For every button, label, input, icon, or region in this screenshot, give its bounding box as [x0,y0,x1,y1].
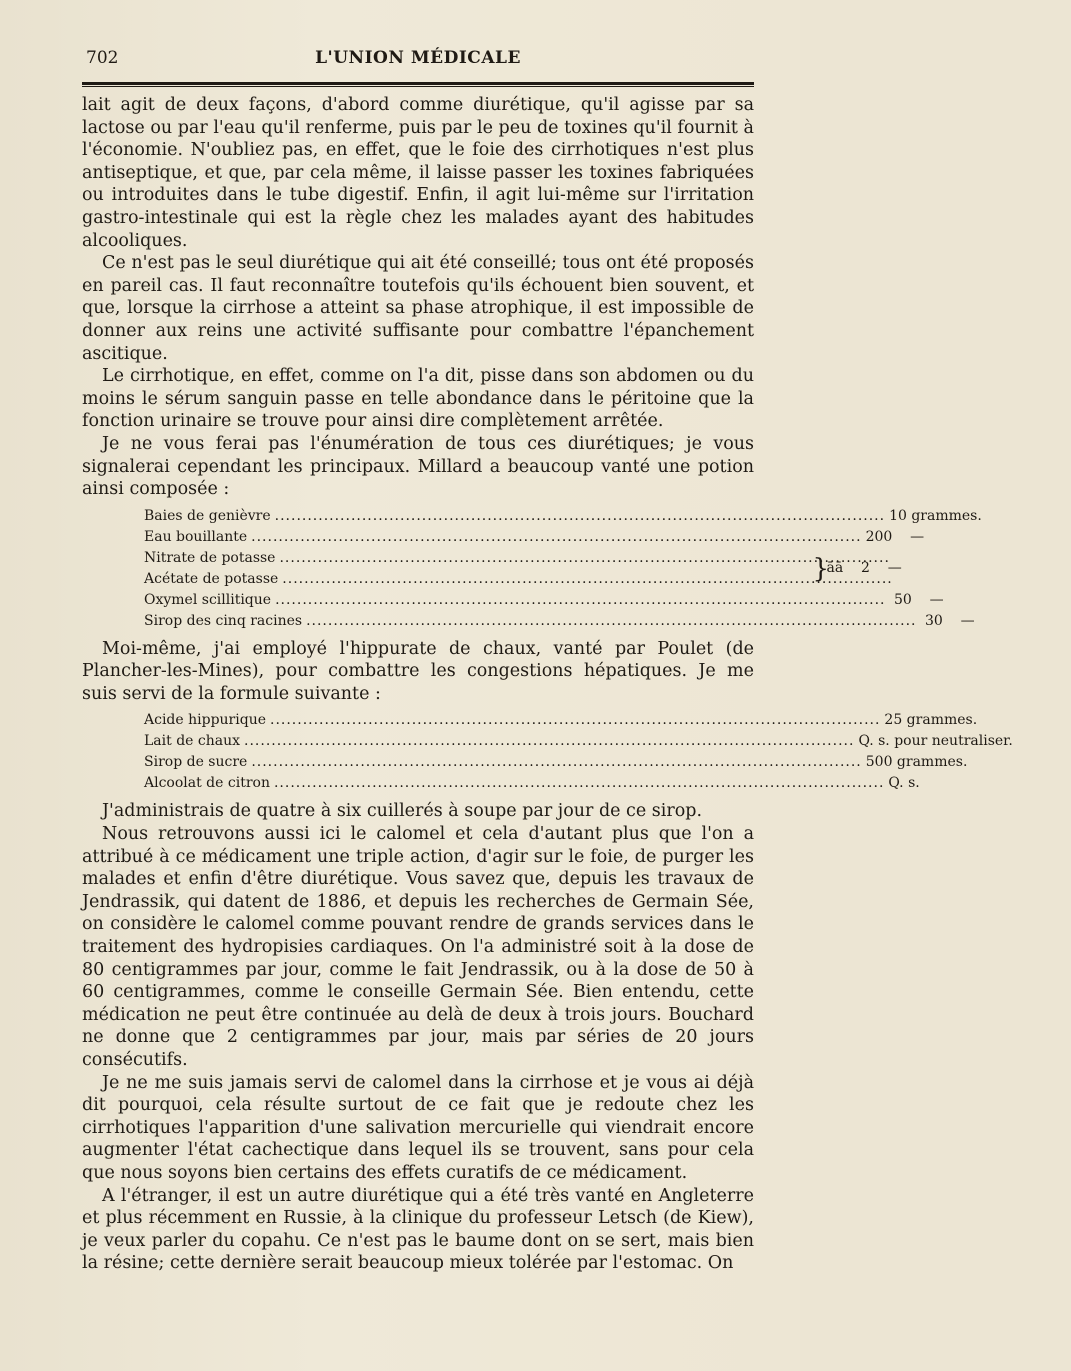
paragraph: lait agit de deux façons, d'abord comme diurétique, qu'il agisse par sa lactose ou par l'eau qu'il renferme, puis par le peu de toxines qu'il fournit à l'économie. N'oubliez pas, en effet, que le foie des cirrhotiques n'est plus antiseptique, et que, par cela même, il laisse passer les toxines fabriquées ou introduites dans le tube digestif. Enfin, il agit lui-même sur l'irritation gastro-intestinale qui est la règle chez les malades ayant des habitudes alcooliques. [82,95,754,251]
recipe-group [144,548,902,590]
ingredient-name: Baies de genièvre [144,507,271,524]
brace-glyph: } [812,553,830,584]
ingredient-quantity: Q. s. pour neutraliser. [858,733,1013,750]
ingredient-quantity: Q. s. [888,775,920,792]
recipe-line [144,506,982,527]
recipe-line [144,752,968,773]
ingredient-quantity: 10 grammes. [889,507,982,524]
ingredient-quantity: 500 grammes. [865,754,968,771]
leader-dots [244,731,854,752]
recipe-line [144,773,920,794]
paragraph: Moi-même, j'ai employé l'hippurate de chaux, vanté par Poulet (de Plancher-les-Mines), pour combattre les congestions hépatiques. Je me suis servi de la formule suivante : [82,638,754,704]
recipe-line [144,731,1013,752]
leader-dots [251,527,861,548]
ingredient-name: Alcoolat de citron [144,775,270,792]
ingredient-name: Nitrate de potasse [144,549,276,566]
paragraph: J'administrais de quatre à six cuillerés à soupe par jour de ce sirop. [102,801,703,822]
recipe-line [144,527,925,548]
recipe-millard [144,506,982,632]
paragraph: Je ne me suis jamais servi de calomel dans la cirrhose et je vous ai déjà dit pourquoi, cela résulte surtout de ce fait que je redoute chez les cirrhotiques l'apparition d'une salivation mercurielle qui viendrait encore augmenter l'état cachectique dans lequel ils se trouvent, sans pour cela que nous soyons bien certains des effets curatifs de ce médicament. [82,1072,754,1183]
recipe-line [144,590,944,611]
ingredient-name: Sirop de sucre [144,754,248,771]
ingredient-name: Lait de chaux [144,733,241,750]
header-rule [82,82,754,85]
paragraph: Je ne vous ferai pas l'énumération de tous ces diurétiques; je vous signalerai cependant les principaux. Millard a beaucoup vanté une potion ainsi composée : [82,433,754,500]
leader-dots [279,548,889,569]
ingredient-quantity: 30 — [920,612,975,629]
ingredient-name: Sirop des cinq racines [144,612,303,629]
leader-dots [282,569,892,590]
recipe-line [144,569,813,590]
leader-dots [275,590,885,611]
leader-dots [274,773,884,794]
recipe-line [144,710,978,731]
leader-dots [270,710,880,731]
recipe-line [144,611,975,632]
recipe-line [144,548,813,569]
leader-dots [275,506,885,527]
ingredient-name: Eau bouillante [144,528,248,545]
page-number: 702 [86,48,119,68]
ingredient-quantity: āā 2 — [826,560,902,577]
recipe-hippurate [144,710,1013,794]
page-header [82,48,754,72]
paragraph: A l'étranger, il est un autre diurétique qui a été très vanté en Angleterre et plus récemment en Russie, à la clinique du professeur Letsch (de Kiew), je veux parler du copahu. Ce n'est pas le baume dont on se sert, mais bien la résine; cette dernière serait beaucoup mieux tolérée par l'estomac. On [82,1185,754,1274]
ingredient-name: Oxymel scillitique [144,591,272,608]
body-text [82,94,1013,1275]
header-rule-thin [82,86,754,87]
ingredient-name: Acide hippurique [144,712,266,729]
paragraph: Nous retrouvons aussi ici le calomel et cela d'autant plus que l'on a attribué à ce médicament une triple action, d'agir sur le foie, de purger les malades et enfin d'être diurétique. Vous savez que, depuis les travaux de Jendrassik, qui datent de 1886, et depuis les recherches de Germain Sée, on considère le calomel comme pouvant rendre de grands services dans le traitement des hydropisies cardiaques. On l'a administré soit à la dose de 80 centigrammes par jour, comme le fait Jendrassik, ou à la dose de 50 à 60 centigrammes, comme le conseille Germain Sée. Bien entendu, cette médication ne peut être continuée au delà de deux à trois jours. Bouchard ne donne que 2 centigrammes par jour, mais par séries de 20 jours consécutifs. [82,824,754,1070]
leader-dots [306,611,916,632]
ingredient-quantity: 200 — [865,528,925,545]
ingredient-name: Acétate de potasse [144,570,279,587]
paragraph: Le cirrhotique, en effet, comme on l'a dit, pisse dans son abdomen ou du moins le sérum sanguin passe en telle abondance dans le péritoine que la fonction urinaire se trouve pour ainsi dire complètement arrêtée. [82,366,754,432]
ingredient-quantity: 50 — [889,591,944,608]
ingredient-quantity: 25 grammes. [884,712,978,729]
running-title: L'UNION MÉDICALE [315,48,521,68]
leader-dots [251,752,861,773]
paragraph: Ce n'est pas le seul diurétique qui ait été conseillé; tous ont été proposés en pareil cas. Il faut reconnaître toutefois qu'ils échouent bien souvent, et que, lorsque la cirrhose a atteint sa phase atrophique, il est impossible de donner aux reins une activité suffisante pour combattre l'épanchement ascitique. [82,253,754,364]
